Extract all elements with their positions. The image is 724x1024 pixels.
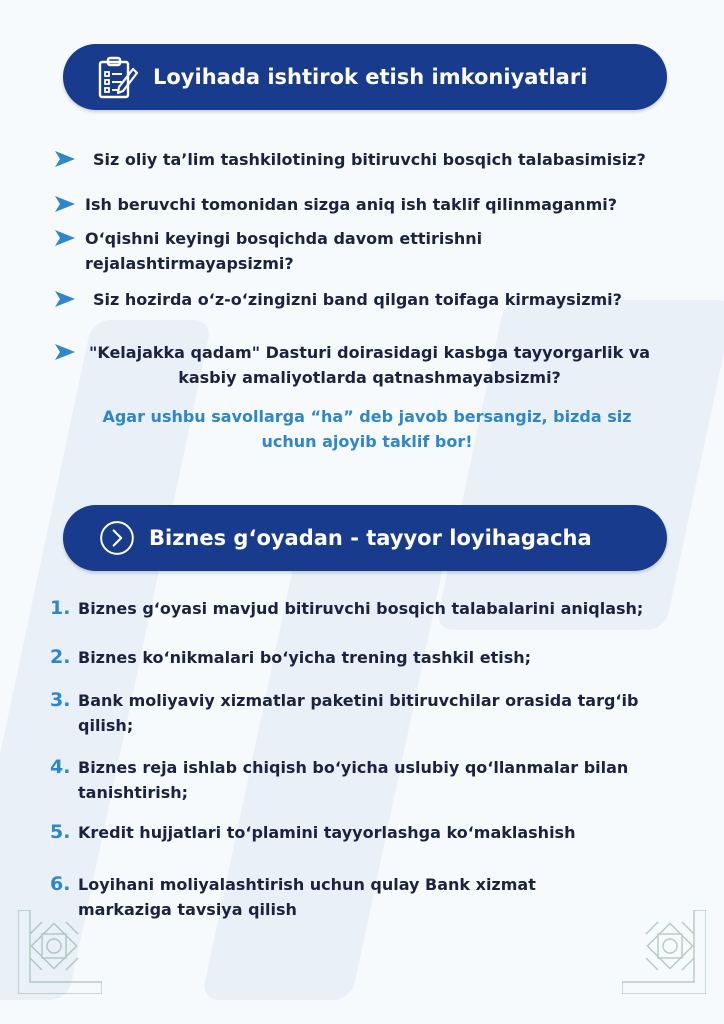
question-text: Siz oliy ta’lim tashkilotining bitiruvchi bosqich talabasimisiz? bbox=[93, 150, 646, 169]
step-number: 4. bbox=[50, 756, 71, 778]
step-text: Biznes reja ishlab chiqish bo‘yicha uslubiy qo‘llanmalar bilan tanishtirish; bbox=[78, 758, 629, 802]
step-item bbox=[50, 688, 638, 738]
question-item bbox=[55, 147, 646, 172]
arrow-bullet-icon bbox=[55, 196, 75, 212]
step-text: Bank moliyaviy xizmatlar paketini bitiruvchilar orasida targ‘ib qilish; bbox=[78, 691, 639, 735]
callout-text-content: Agar ushbu savollarga “ha” deb javob bersangiz, bizda siz uchun ajoyib taklif bor! bbox=[102, 407, 632, 451]
step-item bbox=[50, 820, 575, 845]
step-number: 2. bbox=[50, 646, 71, 668]
step-text: Biznes g‘oyasi mavjud bitiruvchi bosqich talabalarini aniqlash; bbox=[78, 599, 644, 618]
question-item bbox=[55, 287, 622, 312]
clipboard-checklist-icon bbox=[93, 53, 141, 101]
question-text: Siz hozirda o‘z-o‘zingizni band qilgan toifaga kirmaysizmi? bbox=[93, 290, 622, 309]
step-number: 1. bbox=[50, 597, 71, 619]
step-text: Loyihani moliyalashtirish uchun qulay Bank xizmat markaziga tavsiya qilish bbox=[78, 875, 536, 919]
arrow-bullet-icon bbox=[55, 291, 75, 307]
section1-title: Loyihada ishtirok etish imkoniyatlari bbox=[153, 65, 588, 89]
step-number: 5. bbox=[50, 821, 71, 843]
step-number: 3. bbox=[50, 689, 71, 711]
question-item bbox=[55, 226, 482, 276]
question-text: Ish beruvchi tomonidan sizga aniq ish taklif qilinmaganmi? bbox=[85, 195, 618, 214]
step-item bbox=[50, 755, 628, 805]
step-item bbox=[50, 596, 643, 621]
section2-banner bbox=[63, 505, 667, 571]
step-text: Biznes ko‘nikmalari bo‘yicha trening tashkil etish; bbox=[78, 648, 532, 667]
circle-arrow-right-icon bbox=[97, 518, 137, 558]
question-text: "Kelajakka qadam" Dasturi doirasidagi kasbga tayyorgarlik va kasbiy amaliyotlarda qatnashmayabsizmi? bbox=[89, 343, 651, 387]
step-item bbox=[50, 645, 531, 670]
arrow-bullet-icon bbox=[55, 230, 75, 246]
ornament-left-icon bbox=[18, 910, 102, 994]
section2-title: Biznes g‘oyadan - tayyor loyihagacha bbox=[149, 526, 592, 550]
arrow-bullet-icon bbox=[55, 344, 75, 360]
step-number: 6. bbox=[50, 873, 71, 895]
callout-text bbox=[70, 404, 664, 454]
ornament-right-icon bbox=[622, 910, 706, 994]
question-text: O‘qishni keyingi bosqichda davom ettirishni rejalashtirmayapsizmi? bbox=[85, 229, 483, 273]
question-item bbox=[55, 192, 617, 217]
step-text: Kredit hujjatlari to‘plamini tayyorlashga ko‘maklashish bbox=[78, 823, 576, 842]
question-item bbox=[55, 340, 650, 390]
section1-banner bbox=[63, 44, 667, 110]
arrow-bullet-icon bbox=[55, 151, 75, 167]
step-item bbox=[50, 872, 536, 922]
